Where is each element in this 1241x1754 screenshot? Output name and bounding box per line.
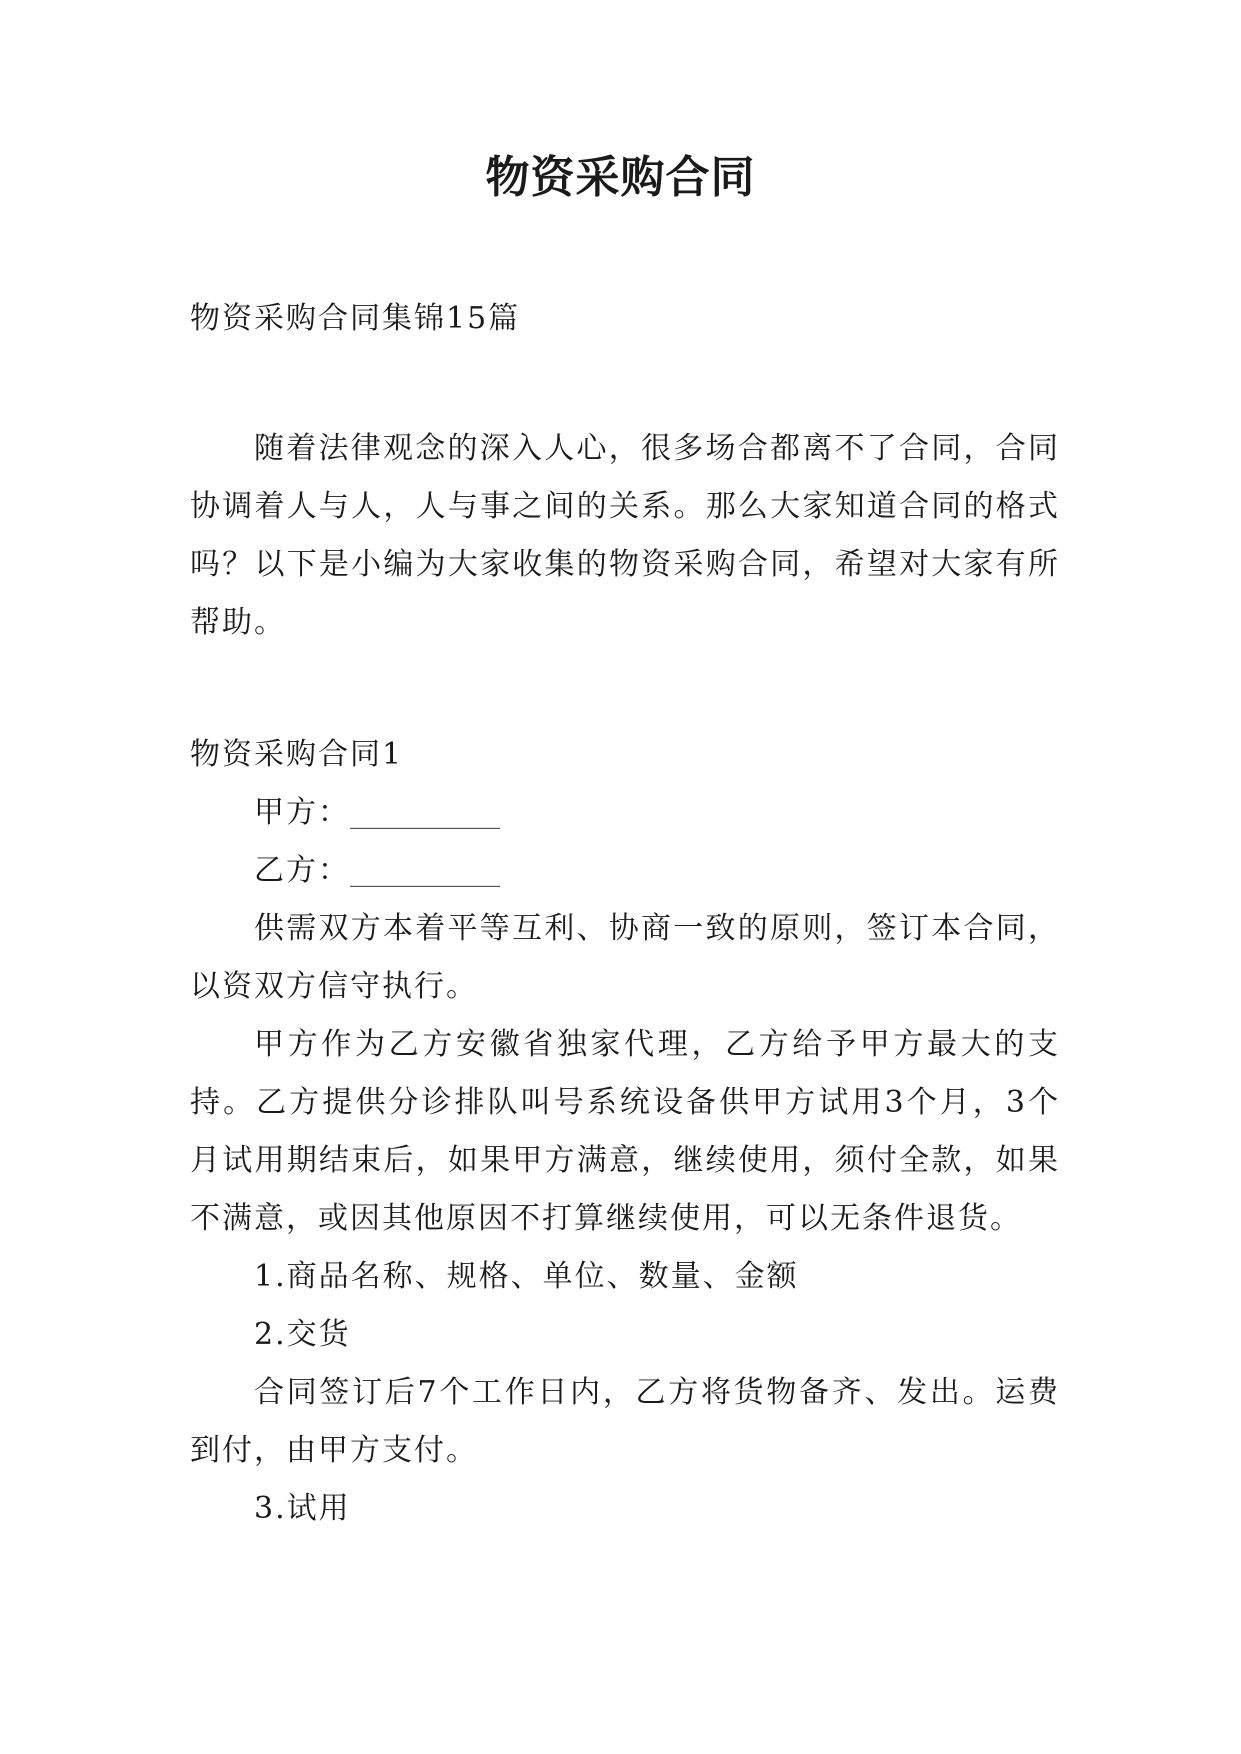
paragraph: 甲方作为乙方安徽省独家代理，乙方给予甲方最大的支持。乙方提供分诊排队叫号系统设备供甲方试用3个月，3个月试用期结束后，如果甲方满意，继续使用，须付全款，如果不满意，或因其他原因不打算继续使用，可以无条件退货。 xyxy=(190,1027,1060,1236)
clause-heading: 1.商品名称、规格、单位、数量、金额 xyxy=(254,1259,799,1294)
clause-heading: 3.试用 xyxy=(254,1491,351,1526)
party-a-blank: __________ xyxy=(350,795,500,830)
party-a-label: 甲方： xyxy=(254,795,350,830)
spacer xyxy=(190,348,1060,406)
party-b-line xyxy=(190,842,1060,900)
section-heading: 物资采购合同1 xyxy=(190,737,404,772)
clause-heading: 2.交货 xyxy=(254,1317,351,1352)
spacer xyxy=(190,652,1060,710)
paragraph: 供需双方本着平等互利、协商一致的原则，签订本合同，以资双方信守执行。 xyxy=(190,911,1060,1004)
document-body xyxy=(190,290,1060,1538)
document-title: 物资采购合同 xyxy=(485,152,756,203)
party-b-label: 乙方： xyxy=(254,853,350,888)
collection-subtitle: 物资采购合同集锦15篇 xyxy=(190,301,521,336)
party-b-blank: __________ xyxy=(350,853,500,888)
party-a-line xyxy=(190,784,1060,842)
intro-paragraph: 随着法律观念的深入人心，很多场合都离不了合同，合同协调着人与人，人与事之间的关系。那么大家知道合同的格式吗？以下是小编为大家收集的物资采购合同，希望对大家有所帮助。 xyxy=(190,431,1060,640)
paragraph: 合同签订后7个工作日内，乙方将货物备齐、发出。运费到付，由甲方支付。 xyxy=(190,1375,1060,1468)
